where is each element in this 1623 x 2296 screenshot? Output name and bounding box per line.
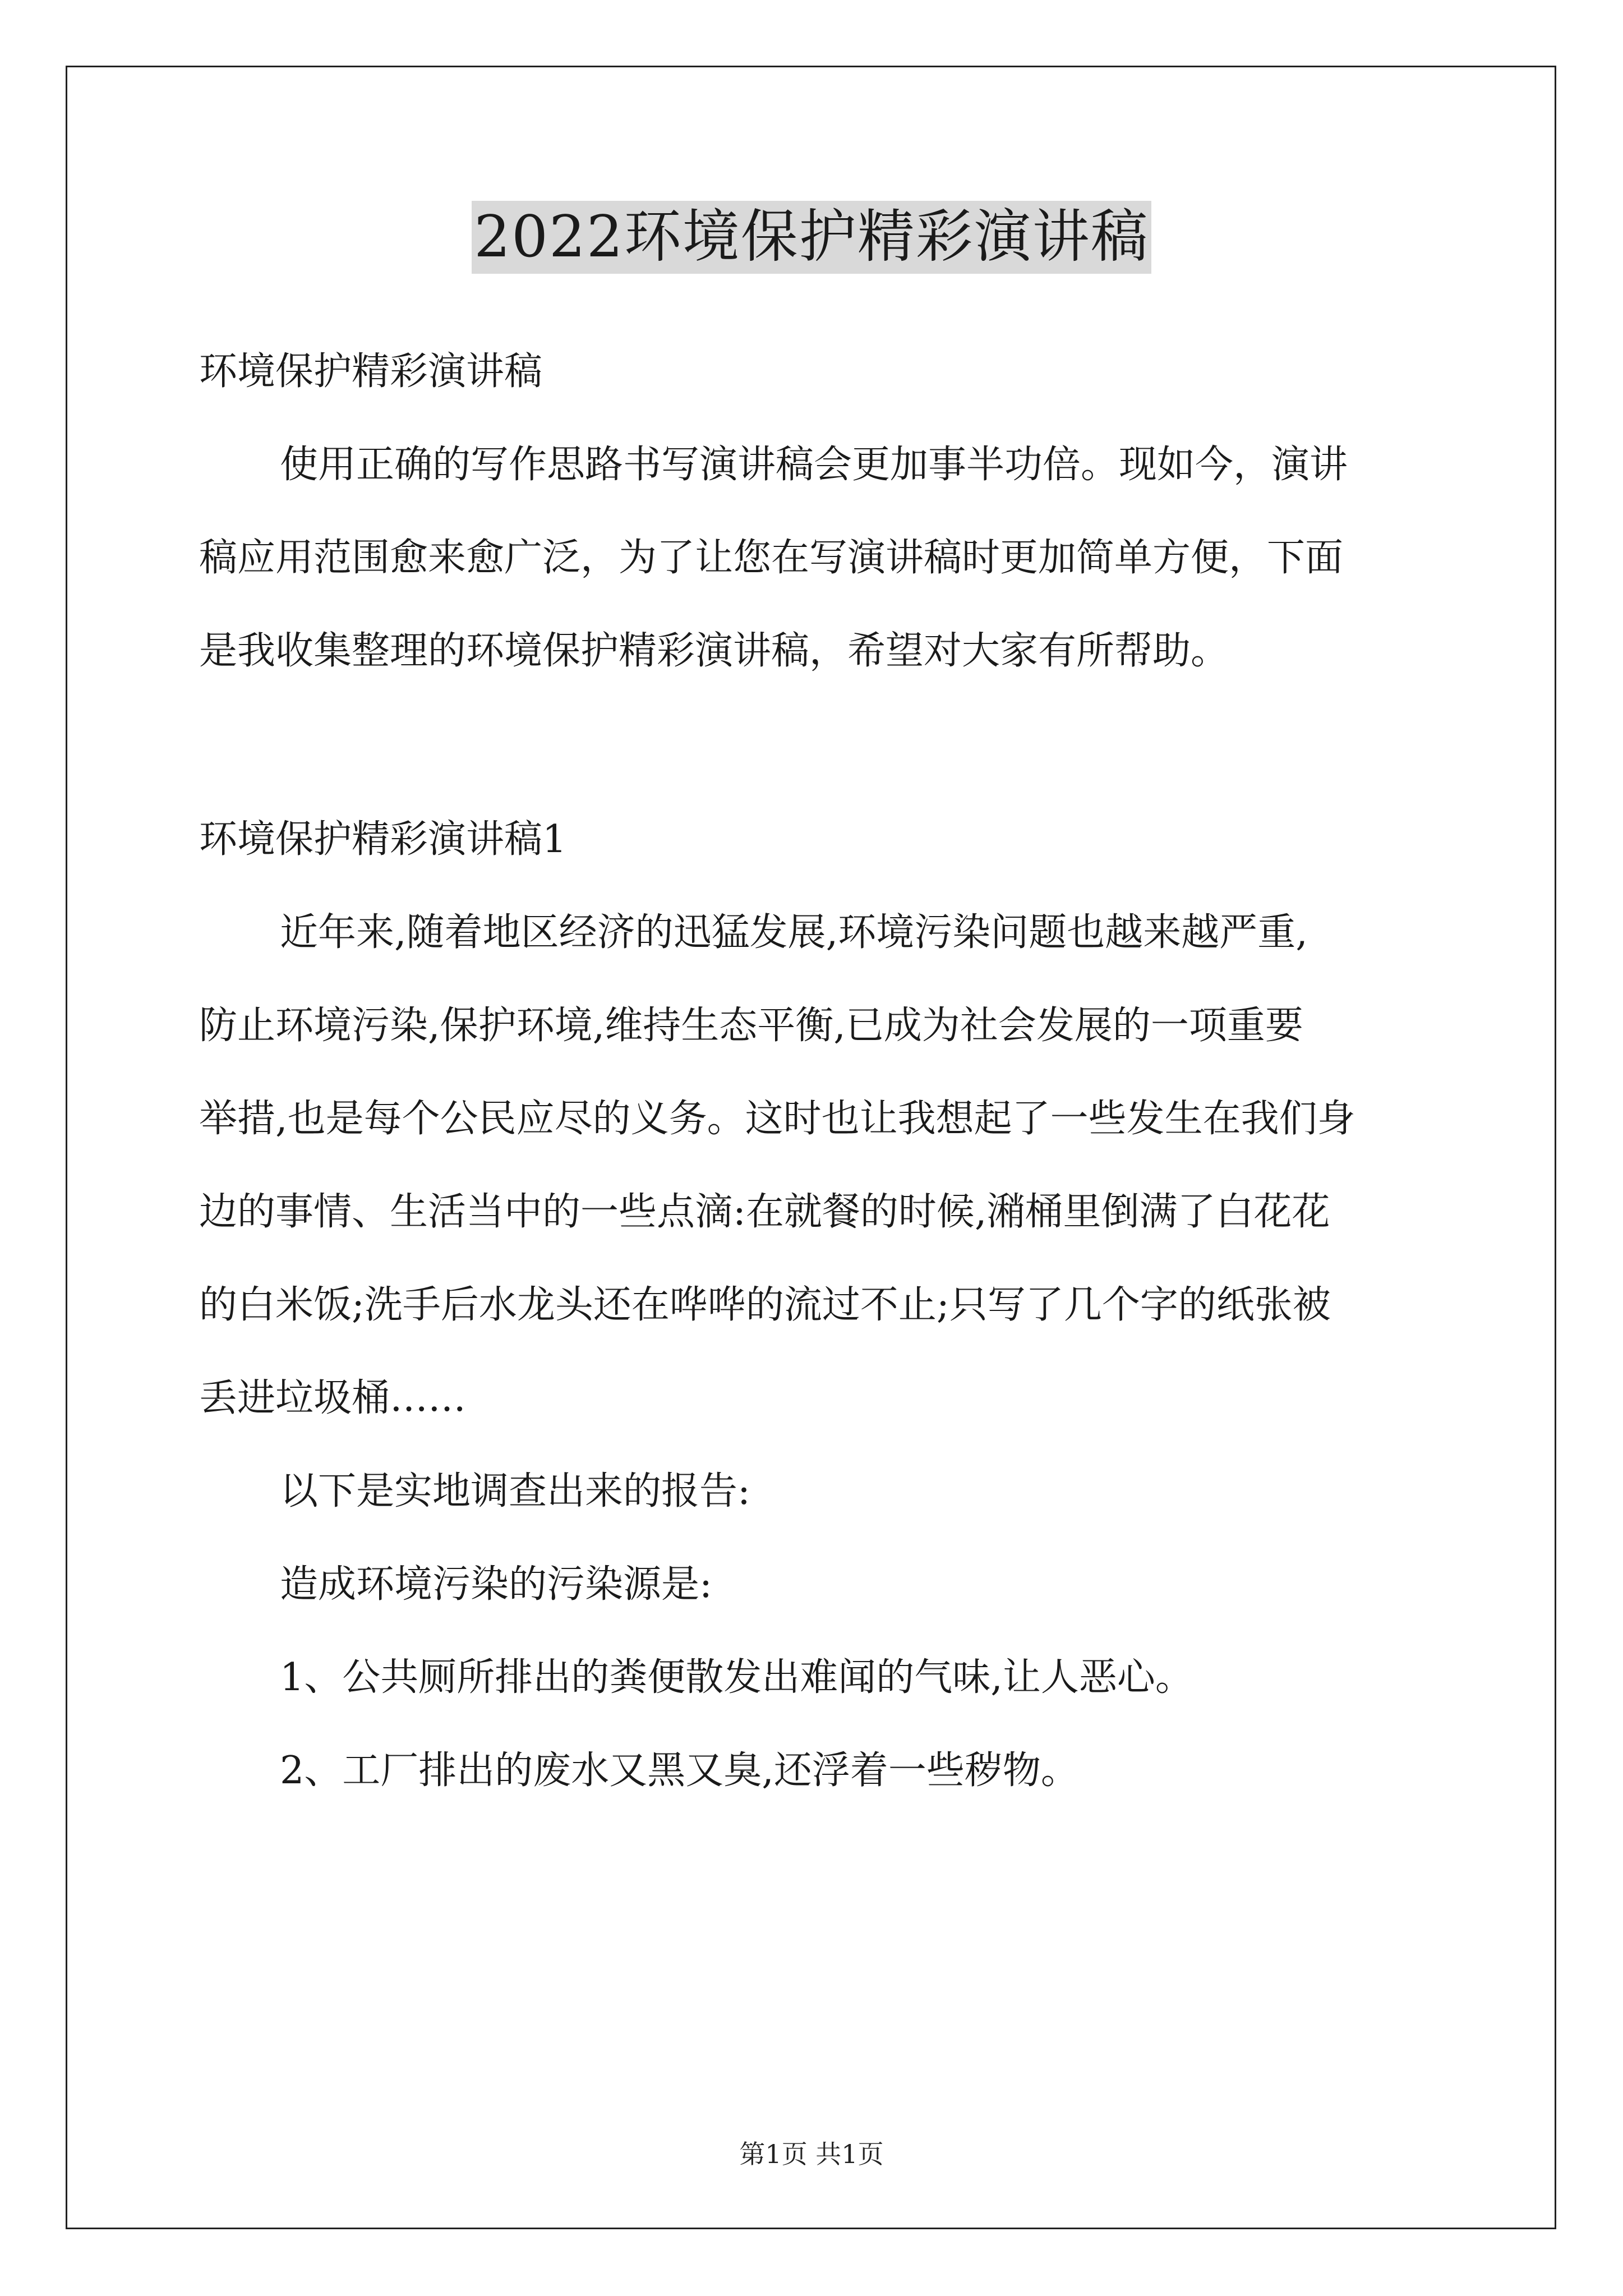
page-footer: 第1页 共1页 <box>739 2139 884 2169</box>
body-line: 丢进垃圾桶…… <box>199 1376 467 1420</box>
intro-line: 是我收集整理的环境保护精彩演讲稿，希望对大家有所帮助。 <box>199 629 1229 673</box>
body-paragraph-first <box>199 886 1433 979</box>
document-title: 2022环境保护精彩演讲稿 <box>472 201 1151 274</box>
title-container <box>0 201 1623 274</box>
intro-line: 稿应用范围愈来愈广泛，为了让您在写演讲稿时更加简单方便，下面 <box>199 536 1344 580</box>
body-paragraph-cont <box>199 979 1433 1445</box>
body-line: 近年来,随着地区经济的迅猛发展,环境污染问题也越来越严重, <box>280 910 1308 955</box>
report-paragraph: 以下是实地调查出来的报告: <box>280 1469 750 1513</box>
body-line: 的白米饭;洗手后水龙头还在哗哗的流过不止;只写了几个字的纸张被 <box>199 1283 1331 1327</box>
intro-paragraph-cont <box>199 512 1433 698</box>
intro-paragraph <box>199 418 1433 512</box>
section-gap <box>199 698 1433 793</box>
section-heading: 环境保护精彩演讲稿1 <box>199 817 567 862</box>
sources-paragraph: 造成环境污染的污染源是: <box>280 1562 712 1607</box>
list-item-1: 1、公共厕所排出的粪便散发出难闻的气味,让人恶心。 <box>280 1655 1193 1700</box>
list-item-2: 2、工厂排出的废水又黑又臭,还浮着一些秽物。 <box>280 1749 1079 1793</box>
subtitle: 环境保护精彩演讲稿 <box>199 349 543 394</box>
body-line: 边的事情、生活当中的一些点滴:在就餐的时候,潲桶里倒满了白花花 <box>199 1190 1330 1234</box>
intro-line: 使用正确的写作思路书写演讲稿会更加事半功倍。现如今，演讲 <box>280 443 1348 487</box>
document-body <box>199 314 1433 1818</box>
body-line: 举措,也是每个公民应尽的义务。这时也让我想起了一些发生在我们身 <box>199 1097 1355 1141</box>
body-line: 防止环境污染,保护环境,维持生态平衡,已成为社会发展的一项重要 <box>199 1004 1303 1048</box>
